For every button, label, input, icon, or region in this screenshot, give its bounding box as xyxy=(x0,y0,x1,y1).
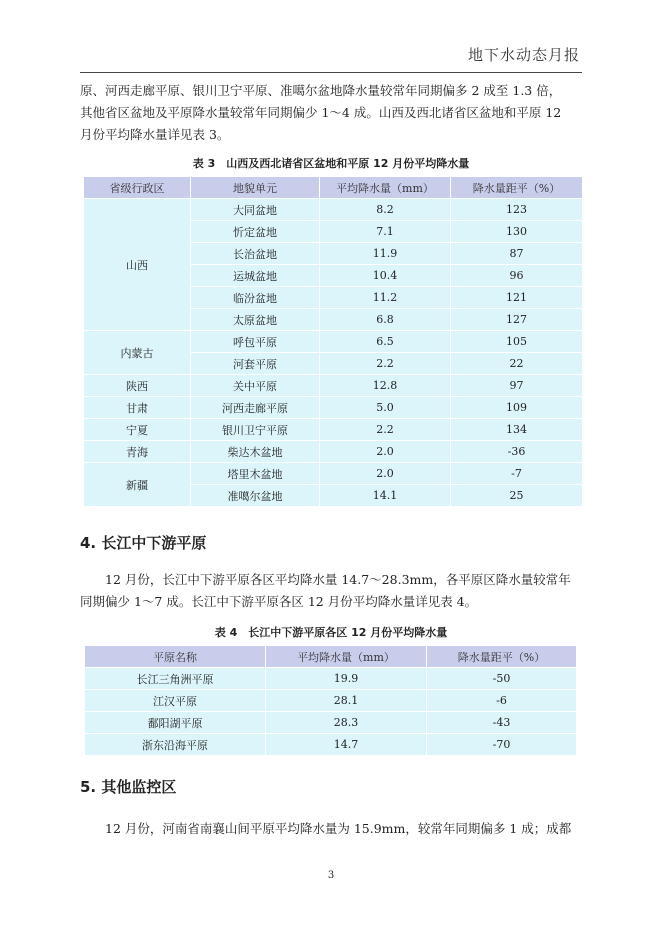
province-cell: 新疆 xyxy=(84,463,190,506)
rainfall-cell: 5.0 xyxy=(320,397,450,418)
landform-cell: 河西走廊平原 xyxy=(191,397,319,418)
table4-row xyxy=(85,734,576,755)
landform-cell: 呼包平原 xyxy=(191,331,319,352)
section4-line-2: 同期偏少 1～7 成。长江中下游平原各区 12 月份平均降水量详见表 4。 xyxy=(80,594,478,609)
anomaly-cell: -43 xyxy=(427,712,576,733)
table3-header-cell: 地貌单元 xyxy=(191,177,319,198)
table3-header-cell: 省级行政区 xyxy=(84,177,190,198)
table4-row xyxy=(85,712,576,733)
rainfall-cell: 28.1 xyxy=(266,690,426,711)
table3-header-row xyxy=(84,177,582,198)
table4-header-cell: 平原名称 xyxy=(85,646,265,667)
rainfall-cell: 12.8 xyxy=(320,375,450,396)
anomaly-cell: 127 xyxy=(451,309,582,330)
anomaly-cell: 96 xyxy=(451,265,582,286)
rainfall-cell: 2.2 xyxy=(320,353,450,374)
rainfall-cell: 6.5 xyxy=(320,331,450,352)
landform-cell: 关中平原 xyxy=(191,375,319,396)
intro-line-3: 月份平均降水量详见表 3。 xyxy=(80,127,230,142)
anomaly-cell: 97 xyxy=(451,375,582,396)
section4-heading: 4. 长江中下游平原 xyxy=(80,534,207,552)
landform-cell: 忻定盆地 xyxy=(191,221,319,242)
table3-row xyxy=(84,331,582,352)
table3-row xyxy=(84,375,582,396)
plain-name-cell: 浙东沿海平原 xyxy=(85,734,265,755)
table3-header-cell: 降水量距平（%） xyxy=(451,177,582,198)
rainfall-cell: 7.1 xyxy=(320,221,450,242)
table3-body xyxy=(84,199,582,506)
rainfall-cell: 6.8 xyxy=(320,309,450,330)
table3-header-cell: 平均降水量（mm） xyxy=(320,177,450,198)
anomaly-cell: -70 xyxy=(427,734,576,755)
anomaly-cell: -36 xyxy=(451,441,582,462)
anomaly-cell: 109 xyxy=(451,397,582,418)
province-cell: 陕西 xyxy=(84,375,190,396)
table3-caption: 表 3 山西及西北诸省区盆地和平原 12 月份平均降水量 xyxy=(192,157,470,170)
section4-paragraph xyxy=(80,569,582,613)
intro-line-1: 原、河西走廊平原、银川卫宁平原、准噶尔盆地降水量较常年同期偏多 2 成至 1.3 倍， xyxy=(80,83,562,98)
table3-row xyxy=(84,397,582,418)
province-cell: 宁夏 xyxy=(84,419,190,440)
landform-cell: 太原盆地 xyxy=(191,309,319,330)
table4 xyxy=(84,645,577,756)
table3-row xyxy=(84,463,582,484)
anomaly-cell: -6 xyxy=(427,690,576,711)
province-cell: 内蒙古 xyxy=(84,331,190,374)
anomaly-cell: 134 xyxy=(451,419,582,440)
landform-cell: 长治盆地 xyxy=(191,243,319,264)
rainfall-cell: 14.7 xyxy=(266,734,426,755)
landform-cell: 银川卫宁平原 xyxy=(191,419,319,440)
table3-row xyxy=(84,441,582,462)
table4-header-cell: 降水量距平（%） xyxy=(427,646,576,667)
rainfall-cell: 2.0 xyxy=(320,441,450,462)
intro-line-2: 其他省区盆地及平原降水量较常年同期偏少 1～4 成。山西及西北诸省区盆地和平原 12 xyxy=(80,105,562,120)
landform-cell: 准噶尔盆地 xyxy=(191,485,319,506)
rainfall-cell: 8.2 xyxy=(320,199,450,220)
plain-name-cell: 江汉平原 xyxy=(85,690,265,711)
table3-row xyxy=(84,419,582,440)
plain-name-cell: 鄱阳湖平原 xyxy=(85,712,265,733)
header-title: 地下水动态月报 xyxy=(467,46,580,64)
rainfall-cell: 11.9 xyxy=(320,243,450,264)
table4-row xyxy=(85,668,576,689)
rainfall-cell: 11.2 xyxy=(320,287,450,308)
table4-header-cell: 平均降水量（mm） xyxy=(266,646,426,667)
section5-paragraph: 12 月份，河南省南襄山间平原平均降水量为 15.9mm，较常年同期偏多 1 成；成都 xyxy=(80,821,572,836)
anomaly-cell: 130 xyxy=(451,221,582,242)
plain-name-cell: 长江三角洲平原 xyxy=(85,668,265,689)
landform-cell: 柴达木盆地 xyxy=(191,441,319,462)
anomaly-cell: 121 xyxy=(451,287,582,308)
rainfall-cell: 14.1 xyxy=(320,485,450,506)
anomaly-cell: 25 xyxy=(451,485,582,506)
page-number: 3 xyxy=(327,870,335,881)
anomaly-cell: -50 xyxy=(427,668,576,689)
rainfall-cell: 2.0 xyxy=(320,463,450,484)
province-cell: 甘肃 xyxy=(84,397,190,418)
landform-cell: 大同盆地 xyxy=(191,199,319,220)
rainfall-cell: 19.9 xyxy=(266,668,426,689)
table4-header-row xyxy=(85,646,576,667)
table4-row xyxy=(85,690,576,711)
section4-line-1: 12 月份，长江中下游平原各区平均降水量 14.7～28.3mm，各平原区降水量较常年 xyxy=(80,572,571,587)
anomaly-cell: 87 xyxy=(451,243,582,264)
rainfall-cell: 2.2 xyxy=(320,419,450,440)
table4-caption: 表 4 长江中下游平原各区 12 月份平均降水量 xyxy=(214,626,448,639)
anomaly-cell: -7 xyxy=(451,463,582,484)
province-cell: 山西 xyxy=(84,199,190,330)
anomaly-cell: 123 xyxy=(451,199,582,220)
table3 xyxy=(83,176,583,507)
header-rule xyxy=(80,72,582,73)
landform-cell: 塔里木盆地 xyxy=(191,463,319,484)
anomaly-cell: 105 xyxy=(451,331,582,352)
province-cell: 青海 xyxy=(84,441,190,462)
landform-cell: 河套平原 xyxy=(191,353,319,374)
rainfall-cell: 10.4 xyxy=(320,265,450,286)
rainfall-cell: 28.3 xyxy=(266,712,426,733)
table4-body xyxy=(85,668,576,755)
landform-cell: 临汾盆地 xyxy=(191,287,319,308)
section5-heading: 5. 其他监控区 xyxy=(80,778,177,796)
landform-cell: 运城盆地 xyxy=(191,265,319,286)
table3-row xyxy=(84,199,582,220)
anomaly-cell: 22 xyxy=(451,353,582,374)
intro-paragraph xyxy=(80,80,582,146)
